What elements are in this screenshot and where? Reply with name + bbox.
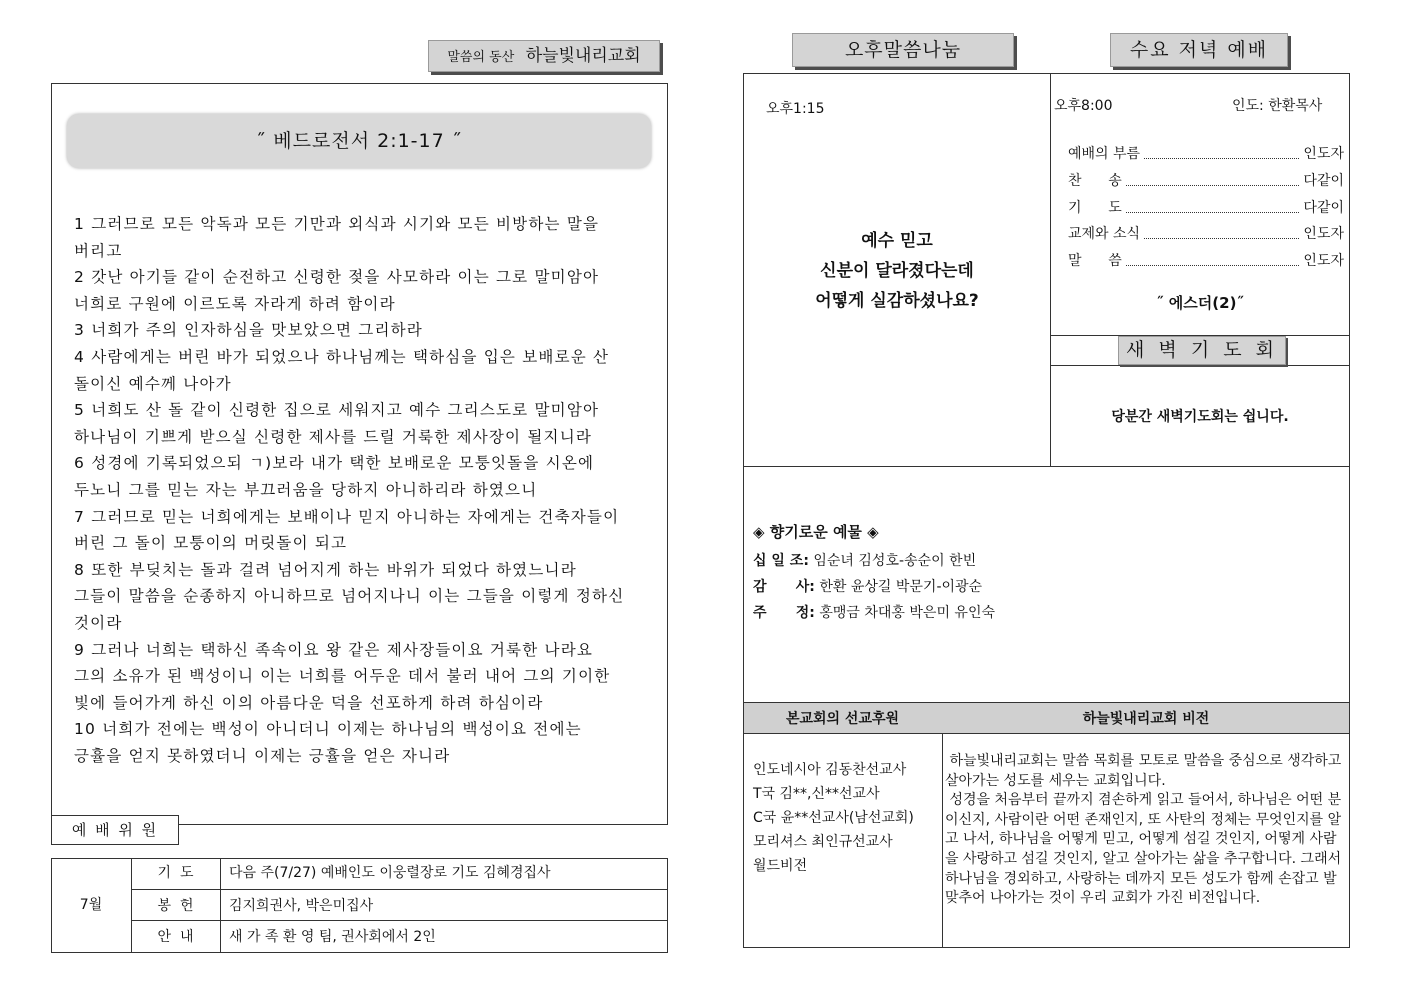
verse-line: 2 갓난 아기들 같이 순전하고 신령한 젖을 사모하라 이는 그로 말미암아 [74,268,600,287]
church-tag-name: 하늘빛내리교회 [525,46,641,66]
verse-line: 그의 소유가 된 백성이니 이는 너희를 어두운 데서 불러 내어 그의 기이한 [74,667,611,686]
mission-item: T국 김**,신**선교사 [753,786,880,802]
staff-month: 7월 [79,897,103,913]
verse-line: 5 너희도 산 돌 같이 신령한 집으로 세워지고 예수 그리스도로 말미암아 [74,401,600,420]
mission-item: C국 윤**선교사(남선교회) [753,810,914,826]
verse-line: 6 성경에 기록되었으되 ㄱ)보라 내가 택한 보배로운 모퉁잇돌을 시온에 [74,454,595,473]
verse-line: 빛에 들어가게 하신 이의 아름다운 덕을 선포하게 하려 하심이라 [74,693,544,712]
offering-heading: ◈ 향기로운 예물 ◈ [753,523,879,541]
verse-line: 3 너희가 주의 인자하심을 맛보았으면 그리하라 [74,321,423,340]
verse-line: 돌이신 예수께 나아가 [74,374,232,393]
scripture-text [74,211,666,769]
mission-item: 월드비전 [753,858,808,874]
vision-text [945,752,1345,909]
church-tag [428,40,660,72]
worship-staff-heading: 예 배 위 원 [51,815,179,845]
wednesday-label: 수요 저녁 예배 [1110,33,1288,67]
verse-line: 8 또한 부딪치는 돌과 걸려 넘어지게 하는 바위가 되었다 하였느니라 [74,560,577,579]
dawn-notice: 당분간 새벽기도회는 쉽니다. [1111,409,1289,425]
dawn-label: 새 벽 기 도 회 [1118,336,1286,365]
order-row: 기 도 다같이 [1068,200,1344,216]
wednesday-time: 오후8:00 [1054,98,1113,114]
order-row: 교제와 소식 인도자 [1068,226,1344,242]
staff-value-prayer: 다음 주(7/27) 예배인도 이웅렬장로 기도 김혜경집사 [229,865,551,881]
offering-row: 주 정: 홍맹금 차대홍 박은미 유인숙 [753,605,995,621]
wednesday-sermon: ˝ 에스더(2)˝ [1156,294,1244,312]
verse-line: 긍휼을 얻지 못하였더니 이제는 긍휼을 얻은 자니라 [74,746,451,765]
offering-row: 감 사: 한환 윤상길 박문기-이광순 [753,579,983,595]
verse-line: 버리고 [74,241,123,260]
staff-value-usher: 새 가 족 환 영 팀, 권사회에서 2인 [229,929,436,945]
wednesday-leader: 인도: 한환목사 [1232,98,1323,114]
verse-line: 너희로 구원에 이르도록 자라게 하려 함이라 [74,294,396,313]
mission-item: 모리셔스 최인규선교사 [753,834,893,850]
verse-line: 7 그러므로 믿는 너희에게는 보배이나 믿지 아니하는 자에게는 건축자들이 [74,507,620,526]
mission-item: 인도네시아 김동찬선교사 [753,762,907,778]
verse-line: 1 그러므로 모든 악독과 모든 기만과 외식과 시기와 모든 비방하는 말을 [74,215,600,233]
order-row: 찬 송 다같이 [1068,173,1344,189]
order-row: 예배의 부름 인도자 [1068,146,1344,162]
scripture-title: ˝ 베드로전서 2:1-17 ˝ [67,114,651,168]
vision-heading: 하늘빛내리교회 비전 [1082,711,1210,727]
mission-list [753,758,941,878]
offering-row: 십 일 조: 임순녀 김성호-송순이 한빈 [753,553,977,569]
order-row: 말 씀 인도자 [1068,253,1344,269]
verse-line: 하나님이 기쁘게 받으실 신령한 제사를 드릴 거룩한 제사장이 될지니라 [74,427,593,446]
afternoon-time: 오후1:15 [766,101,825,117]
verse-line: 버린 그 돌이 모퉁이의 머릿돌이 되고 [74,534,348,553]
afternoon-question: 예수 믿고 신분이 달라졌다는데 어떻게 실감하셨나요? [815,231,979,311]
vision-paragraph: 하늘빛내리교회는 말씀 목회를 모토로 말씀을 중심으로 생각하고 살아가는 성도를 세우는 교회입니다. [945,753,1346,789]
staff-role-offering: 봉 헌 [157,898,194,914]
afternoon-label: 오후말씀나눔 [792,33,1014,67]
church-tag-small: 말씀의 동산 [447,50,515,65]
staff-role-usher: 안 내 [157,929,194,945]
verse-line: 10 너희가 전에는 백성이 아니더니 이제는 하나님의 백성이요 전에는 [74,720,582,739]
verse-line: 9 그러나 너희는 택하신 족속이요 왕 같은 제사장들이요 거룩한 나라요 [74,640,594,659]
verse-line: 그들이 말씀을 순종하지 아니하므로 넘어지나니 이는 그들을 이렇게 정하신 [74,587,625,606]
verse-line: 두노니 그를 믿는 자는 부끄러움을 당하지 아니하리라 하였으니 [74,480,538,499]
verse-line: 4 사람에게는 버린 바가 되었으나 하나님께는 택하심을 입은 보배로운 산 [74,347,610,366]
verse-line: 것이라 [74,613,123,632]
vision-paragraph: 성경을 처음부터 끝까지 겸손하게 읽고 들어서, 하나님은 어떤 분이신지, 사람이란 어떤 존재인지, 또 사탄의 정체는 무엇인지를 알고 나서, 하나님을 어떻게 믿고, 어떻게 섬길 것인지, 어떻게 사람을 사랑하고 섬길 것인지, 알고 살아가는 삶을 추구합니다. 그래서 하나님을 경외하고, 사랑하는 데까지 모든 성도가 함께 손잡고 발맞추어 나아가는 것이 우리 교회가 가진 비전입니다. [945,792,1346,907]
staff-role-prayer: 기 도 [157,865,194,881]
staff-value-offering: 김지희권사, 박은미집사 [229,898,374,914]
mission-heading: 본교회의 선교후원 [785,711,900,727]
